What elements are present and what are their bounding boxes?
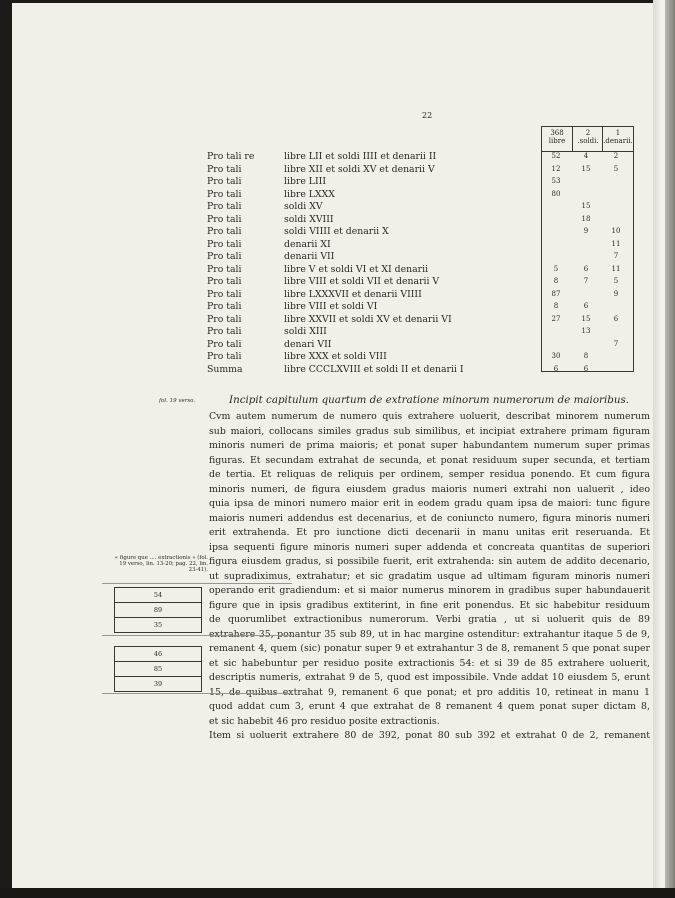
ledger-row-label: Summa xyxy=(207,363,243,375)
ledger-denarii-value: 5 xyxy=(613,164,619,173)
ledger-libre-value: 30 xyxy=(551,352,561,360)
body-line: descriptis numeris, extrahat 9 de 5, quod est impossibile. Vnde addat 10 eiusdem 5, erunt xyxy=(209,672,650,683)
ledger-denarii-value: 11 xyxy=(611,264,621,273)
ledger-row-text: soldi VIIII et denarii X xyxy=(284,226,389,237)
ledger-soldi-value: 8 xyxy=(583,352,589,360)
ledger-row xyxy=(207,301,637,313)
ledger-row xyxy=(207,151,637,163)
ledger-soldi-value: 6 xyxy=(583,264,589,273)
ledger-row xyxy=(207,326,637,338)
ledger-header-denarii: 1 .denarii. xyxy=(603,129,633,145)
ledger-row xyxy=(207,239,637,251)
body-line: quod addat cum 3, erunt 4 que extrahat de 8 remanent 4 quem ponat super dictam 8, xyxy=(209,701,650,712)
ledger-libre-value: 27 xyxy=(551,314,561,323)
margin-rule xyxy=(102,693,292,694)
ledger-row-label: Pro tali xyxy=(207,326,242,337)
body-line: de tertia. Et reliquas de reliquis per ordinem, semper residua ponendo. Et cum figura xyxy=(209,469,650,480)
ledger-soldi-value: 15 xyxy=(581,202,591,210)
margin-rule xyxy=(102,635,292,636)
folio-note: fol. 19 verso. xyxy=(159,398,196,404)
ledger-soldi-value: 15 xyxy=(581,314,591,323)
ledger-row-text: libre V et soldi VI et XI denarii xyxy=(284,263,429,275)
margin-example-1-subtrahend: 35 xyxy=(153,621,163,629)
ledger-row xyxy=(207,164,637,176)
ledger-row xyxy=(207,176,637,188)
ledger-row-text: libre LXXX xyxy=(284,188,335,200)
ledger-libre-value: 8 xyxy=(553,277,559,285)
ledger-row-label: Pro tali xyxy=(207,238,242,250)
body-line: figura eiusdem gradus, si possibile fuerit, erit extrahenda: sin autem de addito decenario, xyxy=(209,556,650,567)
ledger-libre-value: 52 xyxy=(551,152,561,160)
ledger-row xyxy=(207,226,637,238)
ledger-row-text: denarii VII xyxy=(284,251,335,262)
body-line: ipsa sequenti figure minoris numeri super addenda et concreata quantitas de superiori xyxy=(209,541,650,553)
ledger-libre-value: 12 xyxy=(551,164,561,173)
ledger-denarii-value: 5 xyxy=(613,277,619,285)
ledger-row-label: Pro tali xyxy=(207,351,242,362)
body-line: figure que in ipsis gradibus extiterint, in fine erit ponendus. Et sic habebitur residuum xyxy=(209,599,650,611)
margin-rule xyxy=(102,583,292,584)
body-line: Item si uoluerit extrahere 80 de 392, ponat 80 sub 392 et extrahat 0 de 2, remanent xyxy=(209,730,650,741)
body-line: extrahere 35, ponantur 35 sub 89, ut in hac margine ostenditur: extrahantur itaque 5 de 9, xyxy=(209,628,650,640)
ledger-row xyxy=(207,264,637,276)
ledger-row xyxy=(207,351,637,363)
page xyxy=(12,3,653,888)
ledger-row xyxy=(207,201,637,213)
ledger-row-label: Pro tali xyxy=(207,188,242,200)
ledger-row-text: libre LIII xyxy=(284,176,326,187)
body-line: Cvm autem numerum de numero quis extrahere uoluerit, describat minorem numerum xyxy=(209,411,650,422)
body-line: ut supradiximus, extrahatur; et sic gradatim usque ad ultimam figuram minoris numeri xyxy=(209,570,650,582)
ledger-denarii-value: 10 xyxy=(611,227,621,235)
ledger-row-text: libre XXVII et soldi XV et denarii VI xyxy=(284,313,452,325)
ledger-denarii-value: 9 xyxy=(613,289,619,298)
page-number: 22 xyxy=(422,111,433,120)
ledger-row xyxy=(207,189,637,201)
ledger-row xyxy=(207,289,637,301)
ledger-soldi-value: 6 xyxy=(583,302,589,310)
body-line: erit extrahenda. Et pro iunctione dicti decenarii in manu unitas erit reseruanda. Et xyxy=(209,527,650,538)
ledger-row-text: libre XXX et soldi VIII xyxy=(284,351,387,362)
chapter-heading: Incipit capitulum quartum de extratione minorum numerorum de maioribus. xyxy=(229,394,630,406)
ledger-row-text: libre LII et soldi IIII et denarii II xyxy=(284,151,437,162)
body-line: remanent 4, quem (sic) ponatur super 9 et extrahantur 3 de 8, remanent 5 que ponat super xyxy=(209,643,650,654)
ledger-libre-value: 6̄ xyxy=(553,364,559,373)
body-line: operando erit gradiendum: et si maior numerus minorem in gradibus super habundauerit xyxy=(209,585,650,596)
ledger-soldi-value: 13 xyxy=(581,327,591,335)
ledger-row-label: Pro tali xyxy=(207,213,242,225)
ledger-row xyxy=(207,364,637,376)
ledger-libre-value: 53 xyxy=(551,177,561,185)
margin-footnote: « figure que .... extractionis » (fol. 19 verso, lin. 13-20; pag. 22, lin. 23-41). xyxy=(114,555,208,574)
margin-example-1-result: 54 xyxy=(115,588,201,603)
ledger-row xyxy=(207,339,637,351)
ledger-denarii-value: 7 xyxy=(613,252,619,260)
ledger-soldi-value: 9 xyxy=(583,227,589,235)
ledger-denarii-value: 7 xyxy=(613,339,619,348)
ledger-row-label: Pro tali xyxy=(207,226,242,237)
ledger-row xyxy=(207,251,637,263)
ledger-denarii-value: 6 xyxy=(613,314,619,323)
ledger-row-label: Pro tali xyxy=(207,201,242,212)
ledger-soldi-value: 6̄ xyxy=(583,364,589,373)
ledger-row-text: libre XII et soldi XV et denarii V xyxy=(284,163,435,175)
ledger-soldi-value: 7 xyxy=(583,277,589,285)
ledger-row-label: Pro tali xyxy=(207,288,242,300)
ledger-libre-value: 87 xyxy=(551,289,561,298)
ledger-row-text: libre CCCLXVIII et soldi II et denarii I xyxy=(284,363,464,375)
ledger-row-text: libre VIII et soldi VII et denarii V xyxy=(284,276,440,287)
body-line: 15, de quibus extrahat 9, remanent 6 que ponat; et pro additis 10, retineat in manu 1 xyxy=(209,686,650,698)
body-line: et sic habebit 46 pro residuo posite extractionis. xyxy=(209,715,440,727)
margin-example-2-result: 46 xyxy=(115,647,201,662)
body-line: maioris numeri addendus est decenarius, et de coniuncto numero, figura minoris numeri xyxy=(209,512,650,524)
ledger-libre-value: 5 xyxy=(553,264,559,273)
margin-example-2 xyxy=(114,646,202,692)
ledger-row-label: Pro tali xyxy=(207,276,242,287)
margin-example-1 xyxy=(114,587,202,633)
ledger-row-label: Pro tali xyxy=(207,263,242,275)
ledger-row-label: Pro tali re xyxy=(207,151,255,162)
ledger-header-soldi: 2 .soldi. xyxy=(577,129,599,145)
body-line: quia ipsa de minori numero maior erit in eodem gradu quam ipsa de maiori: tunc figure xyxy=(209,498,650,509)
ledger-row-text: denari VII xyxy=(284,338,332,350)
body-line: de quorumlibet extractionibus numerorum. Verbi gratia , ut si uoluerit quis de 89 xyxy=(209,614,650,625)
ledger-row-text: soldi XV xyxy=(284,201,323,212)
ledger-row-label: Pro tali xyxy=(207,301,242,312)
ledger-denarii-value: 2 xyxy=(613,152,619,160)
ledger-row-label: Pro tali xyxy=(207,313,242,325)
margin-example-2-subtrahend: 39 xyxy=(153,680,163,688)
book-spine-shadow xyxy=(665,0,675,898)
body-line: figuras. Et secundam extrahat de secunda, et ponat residuum super secunda, et tertiam xyxy=(209,454,650,466)
ledger-header-libre: 368 libre xyxy=(548,129,566,145)
page-bottom-edge xyxy=(0,888,675,898)
ledger-row-label: Pro tali xyxy=(207,163,242,175)
ledger-row-text: soldi XIII xyxy=(284,326,327,337)
ledger-libre-value: 8 xyxy=(553,302,559,310)
ledger-row-label: Pro tali xyxy=(207,338,242,350)
ledger-libre-value: 80 xyxy=(551,189,561,198)
body-line: et sic habebuntur per residuo posite extractionis 54: et si 39 de 85 extrahere uoluerit, xyxy=(209,657,650,669)
ledger-header xyxy=(542,127,633,152)
ledger-row xyxy=(207,276,637,288)
ledger-row xyxy=(207,214,637,226)
ledger-row-label: Pro tali xyxy=(207,251,242,262)
ledger-denarii-value: 11 xyxy=(611,239,621,248)
ledger-soldi-value: 15 xyxy=(581,164,591,173)
ledger-row-text: soldi XVIII xyxy=(284,213,334,225)
ledger-row-label: Pro tali xyxy=(207,176,242,187)
ledger-row-text: libre VIII et soldi VI xyxy=(284,301,378,312)
body-line: minoris numeri, de figura eiusdem gradus maioris numeri extrahi non ualuerit , ideo xyxy=(209,483,650,495)
body-line: minoris numeri de prima maioris; et ponat super habundantem numerum super primas xyxy=(209,440,650,451)
ledger-soldi-value: 4 xyxy=(583,152,589,160)
ledger-row-text: denarii XI xyxy=(284,238,331,250)
margin-example-1-minuend: 89 xyxy=(115,603,201,618)
margin-example-2-minuend: 85 xyxy=(115,662,201,677)
ledger-soldi-value: 18 xyxy=(581,214,591,223)
ledger-row xyxy=(207,314,637,326)
ledger-row-text: libre LXXXVII et denarii VIIII xyxy=(284,288,422,300)
body-line: sub maiori, collocans similes gradus sub similibus, et incipiat extrahere primam figuram xyxy=(209,425,650,437)
